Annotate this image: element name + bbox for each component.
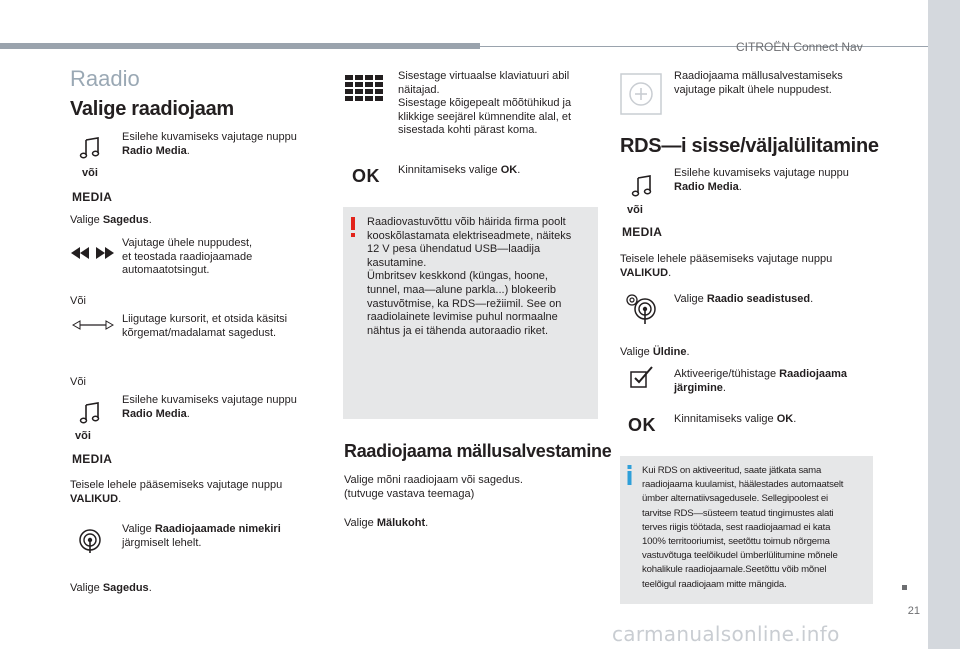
seek-buttons-icon (70, 246, 116, 260)
or-label: või (82, 167, 98, 179)
second-page-text: Teisele lehele pääsemiseks vajutage nuppu VALIKUD. (70, 479, 283, 505)
header-rule-thick (0, 43, 480, 49)
media-button-label: MEDIA (622, 225, 663, 239)
second-page-text-rds: Teisele lehele pääsemiseks vajutage nuppu VALIKUD. (620, 253, 833, 279)
step-open-radio-media: Esilehe kuvamiseks vajutage nuppu Radio Media. (122, 131, 297, 157)
select-frequency-text: Valige Sagedus. (70, 214, 152, 226)
ok-button-icon: OK (352, 166, 380, 186)
heading-rds-toggle: RDS—i sisse/väljalülitamine (620, 135, 879, 157)
memorise-long-press-text: Raadiojaama mällusalvestamiseks vajutage pikalt ühele nuppudest. (674, 70, 843, 96)
ok-button-icon: OK (628, 415, 656, 435)
memorise-intro: Valige mõni raadiojaam või sagedus. (tutvuge vastava teemaga) (344, 474, 523, 500)
music-note-icon (630, 174, 654, 198)
slider-cursor-icon (72, 320, 114, 330)
heading-memorise-station: Raadiojaama mällusalvestamine (344, 441, 612, 461)
music-note-icon (78, 136, 102, 160)
select-memory-slot-text: Valige Mälukoht. (344, 517, 429, 529)
step-open-radio-media-rds: Esilehe kuvamiseks vajutage nuppu Radio Media. (674, 167, 849, 193)
checkbox-icon (630, 366, 654, 388)
radio-list-icon (77, 528, 103, 554)
info-text: Kui RDS on aktiveeritud, saate jätkata sama raadiojaama kuulamist, häälestades automaatselt ümber alternatiivsagedusele. Sellegipoolest ei tarvitse RDS—süsteem teatud tingimustes alati terves riigis töötada, sest raadiojaamad ei kata 100% territooriumist, seetõttu toimub nõrgema vastuvõtuga teelõikudel ümberlülitumine mõnele kohalikule raadiojaamale.Seetõttu võib mõnel teelõigul raadiojaam mitte mängida. (642, 465, 844, 590)
step-manual-search: Liigutage kursorit, et otsida käsitsi kõrgemat/madalamat sagedust. (122, 313, 288, 339)
info-icon (627, 465, 632, 485)
keyboard-icon (345, 75, 385, 103)
add-preset-icon (620, 73, 662, 115)
or-text-1: Või (70, 295, 86, 307)
radio-settings-icon (625, 293, 657, 325)
section-title: Raadio (70, 66, 140, 91)
warning-text: Raadiovastuvõttu võib häirida firma poolt kooskõlastamata elektriseadmete, näiteks 12 V pesa ühendatud USB—laadija kasutamine. Ümbritsev keskkond (küngas, hoone, tunnel, maa—alune parkla...) blokeerib vastuvõtmise, ka RDS—režiimil. See on raadiolainete levimise puhul normaalne nähtus ja ei tähenda autoraadio riket. (367, 216, 572, 337)
keyboard-instructions: Sisestage virtuaalse klaviatuuri abil näitajad. Sisestage kõigepealt mõõtühikud ja klikkige seejärel kümnendite alal, et sisestada kohti pärast koma. (398, 70, 572, 136)
step-auto-search: Vajutage ühele nuppudest, et teostada raadiojaamade automaatotsingut. (122, 237, 253, 276)
media-button-label: MEDIA (72, 190, 113, 204)
step-open-radio-media-2: Esilehe kuvamiseks vajutage nuppu Radio Media. (122, 394, 297, 420)
music-note-icon (78, 401, 102, 425)
page-number: 21 (907, 605, 920, 617)
or-label: või (75, 430, 91, 442)
warning-exclamation-icon (350, 217, 356, 237)
watermark: carmanualsonline.info (612, 622, 840, 646)
select-general-text: Valige Üldine. (620, 346, 690, 358)
heading-select-station: Valige raadiojaam (70, 98, 234, 120)
select-station-list-text: Valige Raadiojaamade nimekiri järgmiselt lehelt. (122, 523, 281, 549)
confirm-ok-text-rds: Kinnitamiseks valige OK. (674, 413, 797, 425)
or-text-2: Või (70, 376, 86, 388)
confirm-ok-text: Kinnitamiseks valige OK. (398, 164, 521, 176)
select-frequency-text-2: Valige Sagedus. (70, 582, 152, 594)
toggle-station-following-text: Aktiveerige/tühistage Raadiojaama järgimine. (674, 368, 848, 394)
brand-label: CITROËN Connect Nav (736, 40, 863, 54)
select-radio-settings-text: Valige Raadio seadistused. (674, 293, 814, 305)
page-edge-strip (928, 0, 960, 649)
or-label: või (627, 204, 643, 216)
continue-marker (902, 585, 907, 590)
media-button-label: MEDIA (72, 452, 113, 466)
